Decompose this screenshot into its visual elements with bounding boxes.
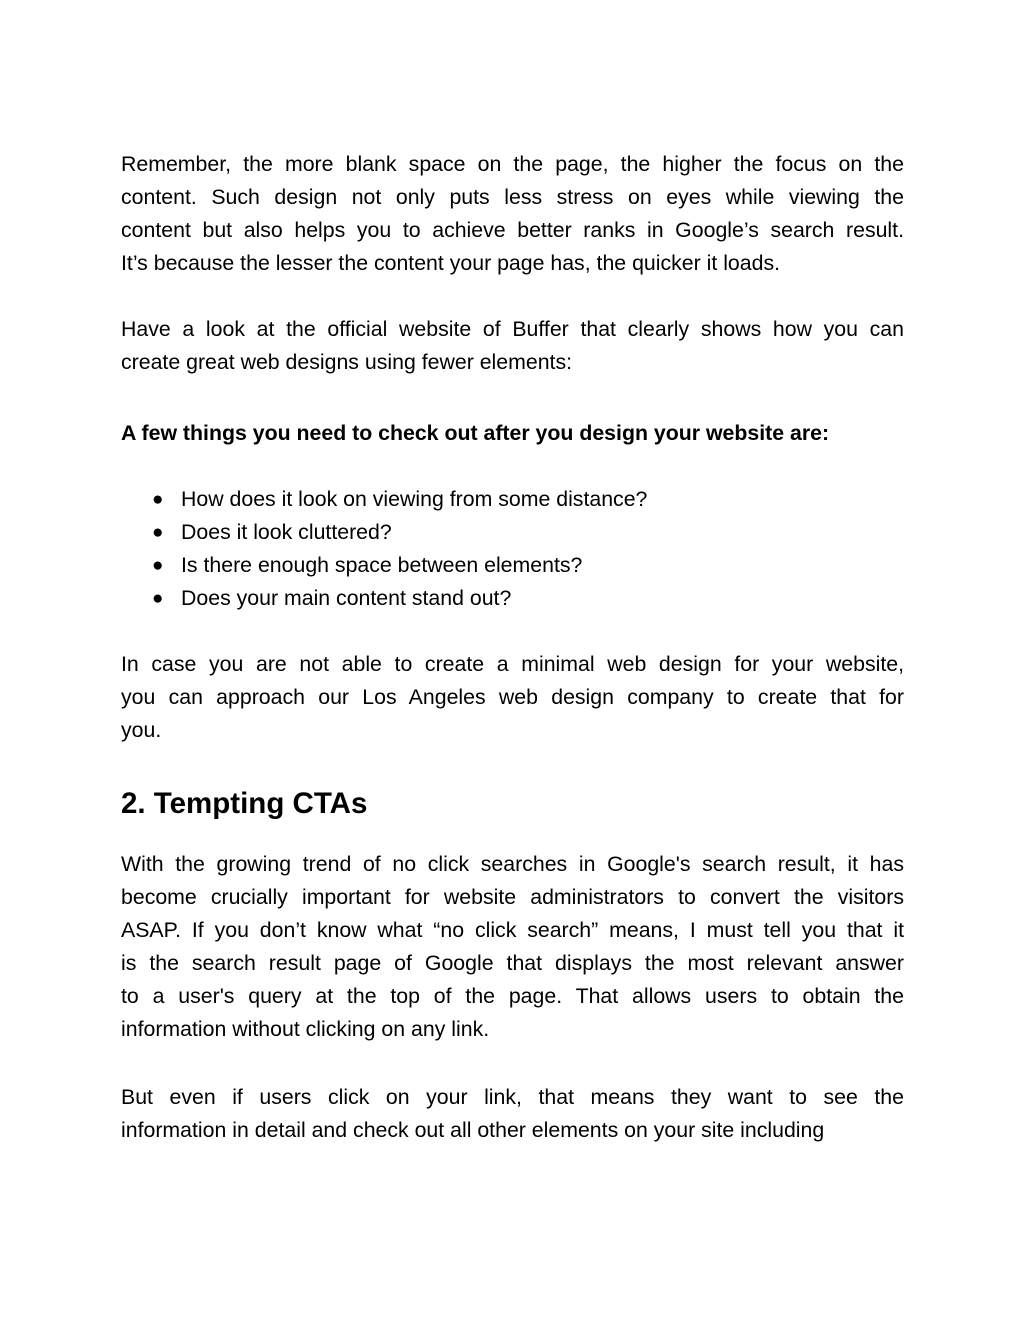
paragraph-user-clicks (121, 1081, 904, 1147)
paragraph-company-pitch (121, 648, 904, 747)
text-line: content but also helps you to achieve better ranks in Google’s search result. (121, 218, 904, 242)
document-page (121, 148, 904, 1147)
text-line: is the search result page of Google that displays the most relevant answer (121, 951, 904, 975)
bullet-icon: ● (152, 522, 164, 543)
list-item: ● Does it look cluttered? (121, 516, 904, 549)
text-line: ASAP. If you don’t know what “no click search” means, I must tell you that it (121, 918, 904, 942)
bullet-icon: ● (152, 555, 164, 576)
text-line: With the growing trend of no click searches in Google's search result, it has (121, 852, 904, 876)
text-line: to a user's query at the top of the page. That allows users to obtain the (121, 984, 904, 1008)
text-line: information without clicking on any link. (121, 1017, 490, 1041)
list-item: ● How does it look on viewing from some distance? (121, 483, 904, 516)
text-line: It’s because the lesser the content your page has, the quicker it loads. (121, 251, 781, 275)
text-line: you. (121, 718, 162, 742)
paragraph-no-click-searches (121, 848, 904, 1046)
list-item: ● Is there enough space between elements? (121, 549, 904, 582)
list-item: ● Does your main content stand out? (121, 582, 904, 615)
paragraph-buffer-example (121, 313, 904, 379)
text-line: But even if users click on your link, that means they want to see the (121, 1085, 904, 1109)
bullet-icon: ● (152, 588, 164, 609)
bullet-icon: ● (152, 489, 164, 510)
checklist (121, 483, 904, 615)
paragraph-whitespace (121, 148, 904, 280)
text-line: become crucially important for website administrators to convert the visitors (121, 885, 904, 909)
checklist-lead: A few things you need to check out after you design your website are: (121, 421, 830, 445)
text-line: information in detail and check out all other elements on your site including (121, 1118, 825, 1142)
text-line: In case you are not able to create a minimal web design for your website, (121, 652, 904, 676)
text-line: you can approach our Los Angeles web design company to create that for (121, 685, 904, 709)
section-heading: 2. Tempting CTAs (121, 787, 368, 820)
text-line: Have a look at the official website of Buffer that clearly shows how you can (121, 317, 904, 341)
text-line: create great web designs using fewer elements: (121, 350, 573, 374)
text-line: content. Such design not only puts less stress on eyes while viewing the (121, 185, 904, 209)
text-line: Remember, the more blank space on the page, the higher the focus on the (121, 152, 904, 176)
